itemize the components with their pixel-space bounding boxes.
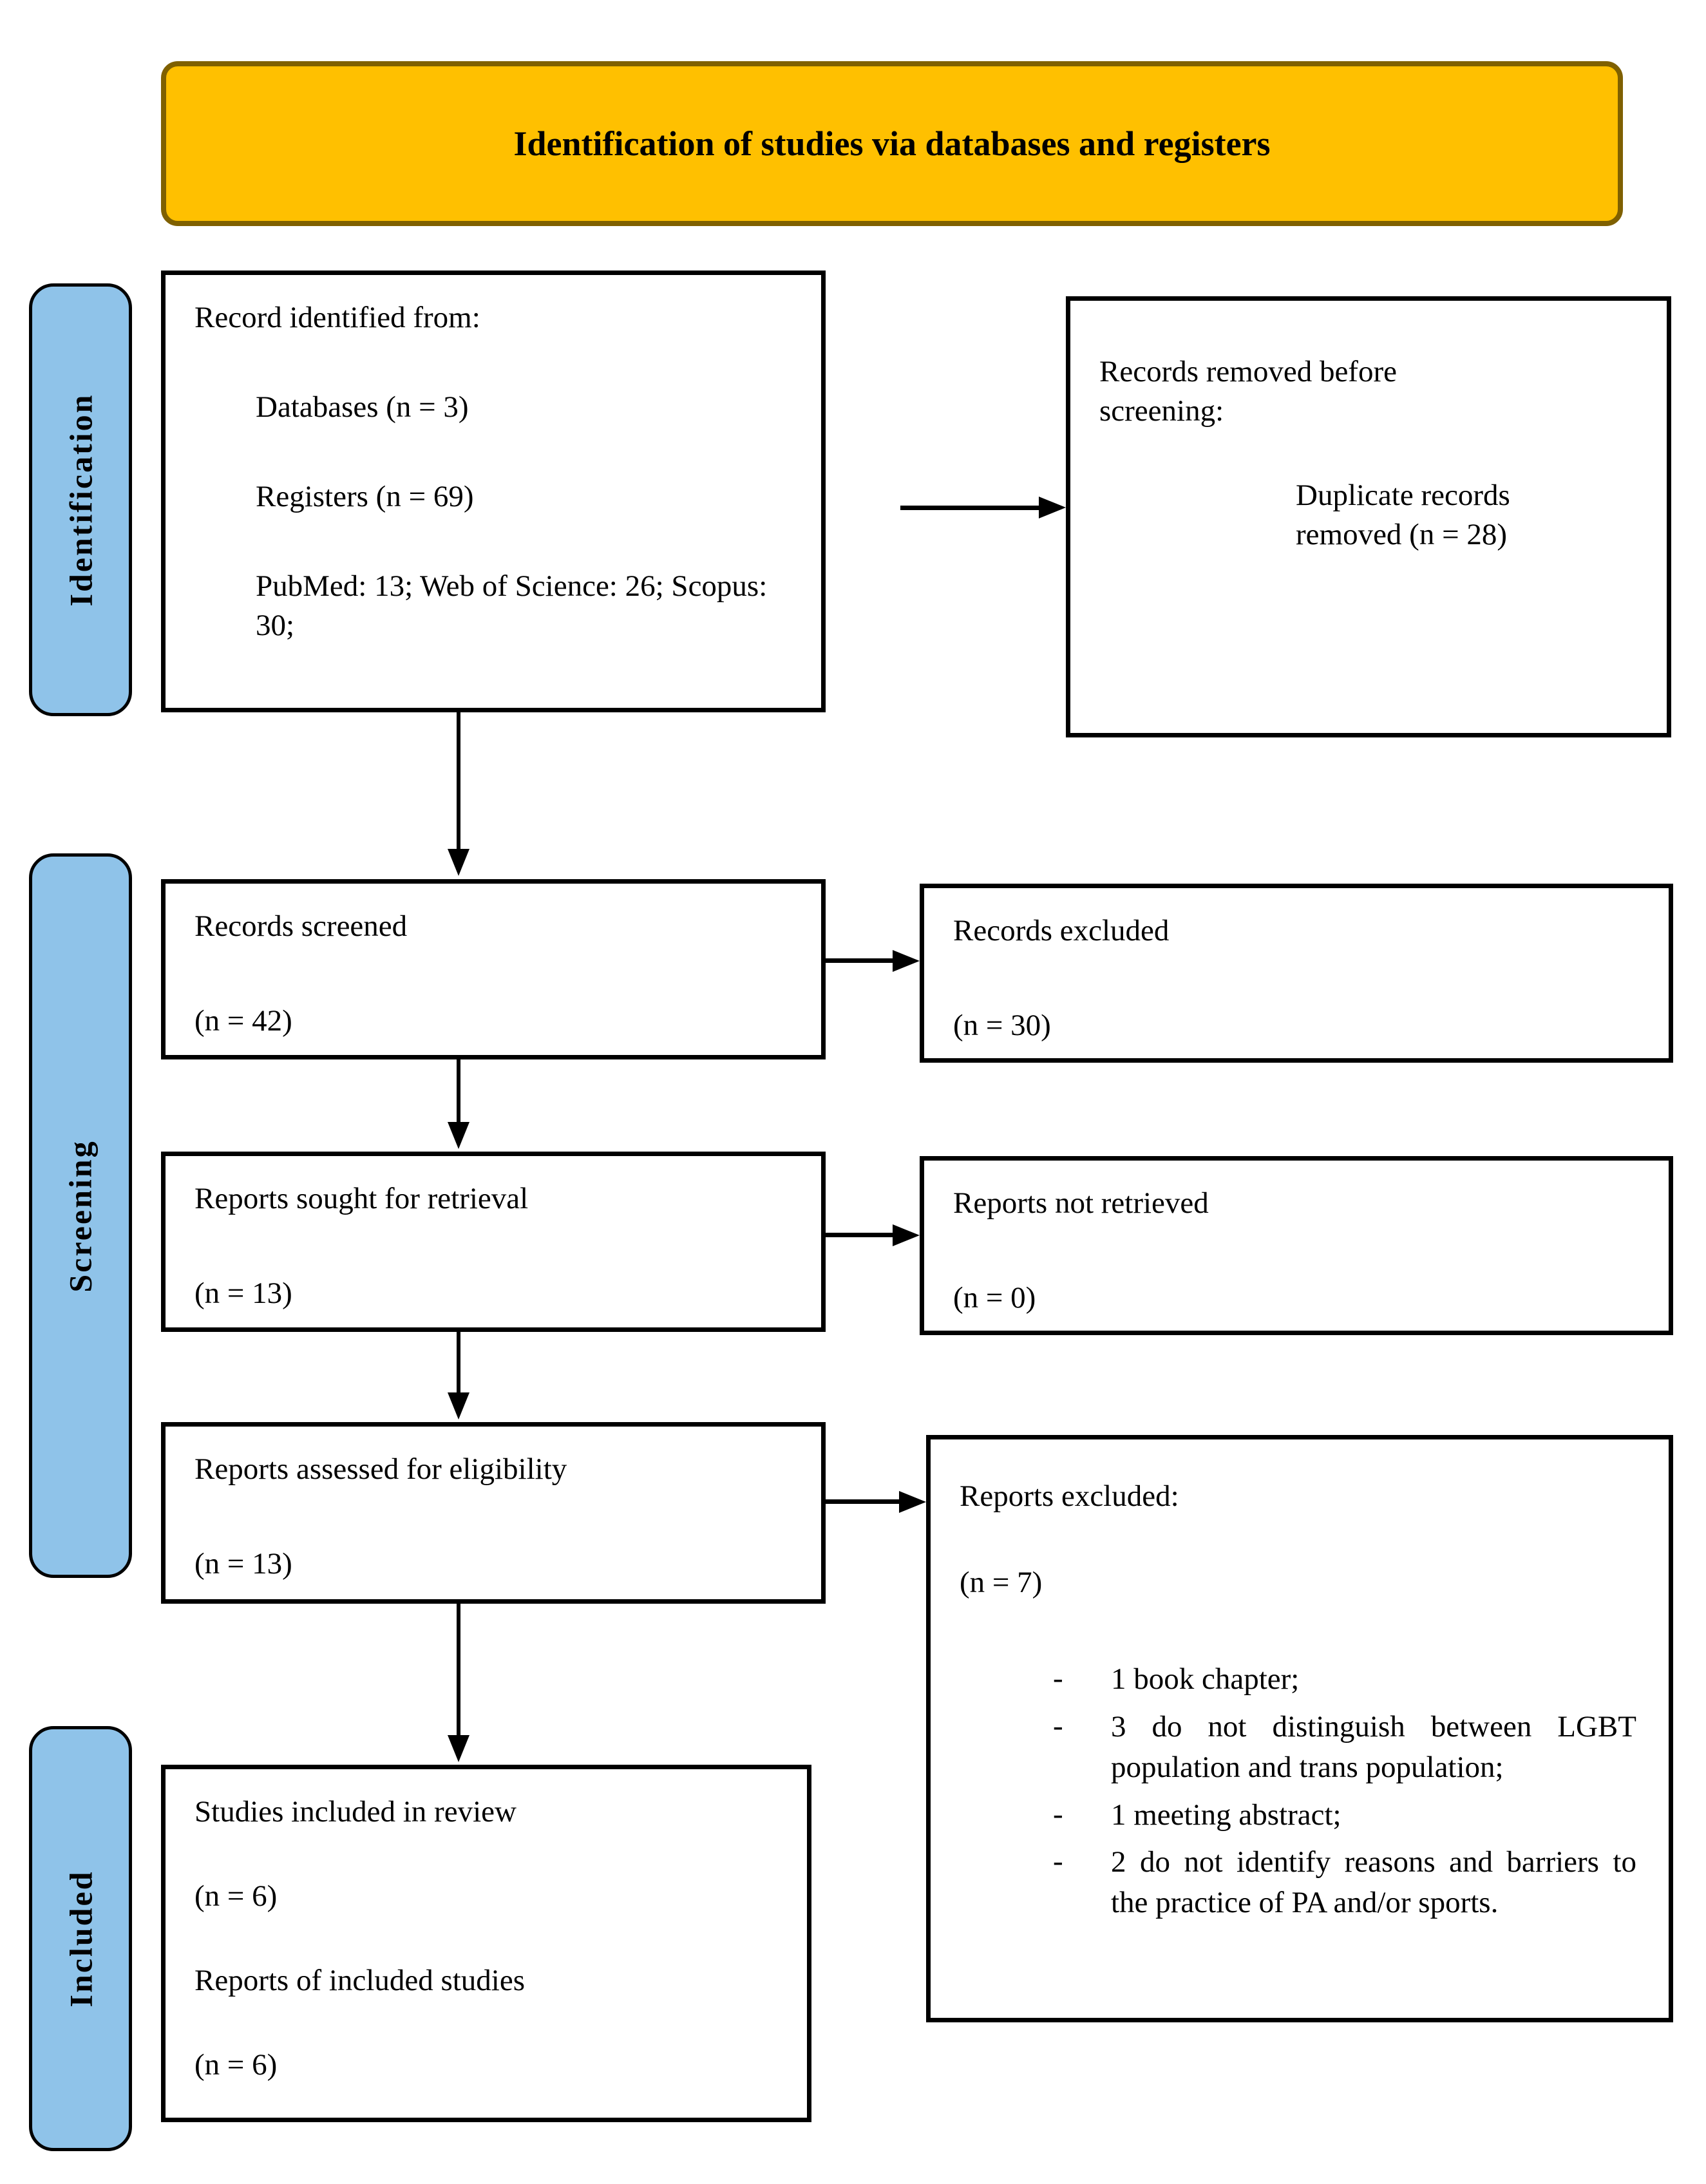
box-records-identified bbox=[161, 271, 826, 712]
studies-included-count: (n = 6) bbox=[194, 1879, 278, 1913]
records-removed-title: Records removed before screening: bbox=[1099, 355, 1397, 428]
arrow-head-icon bbox=[1039, 497, 1066, 518]
arrow-shaft bbox=[457, 712, 460, 849]
exclusion-reason-item bbox=[960, 1659, 1636, 1700]
records-identified-databases: Databases (n = 3) bbox=[256, 390, 469, 424]
stage-included bbox=[29, 1726, 132, 2151]
arrow-head-icon bbox=[448, 1122, 469, 1149]
reports-excluded-title: Reports excluded: bbox=[960, 1479, 1179, 1513]
arrow-shaft bbox=[457, 1604, 460, 1735]
arrow-head-icon bbox=[899, 1491, 926, 1513]
stage-screening-label: Screening bbox=[62, 1139, 99, 1293]
records-excluded-count: (n = 30) bbox=[953, 1009, 1051, 1043]
box-reports-not-retrieved bbox=[920, 1156, 1673, 1335]
bullet-dash: - bbox=[1053, 1709, 1063, 1743]
records-identified-sources: PubMed: 13; Web of Science: 26; Scopus: 30; bbox=[256, 569, 768, 643]
exclusion-reason-text: 2 do not identify reasons and barriers to the practice of PA and/or sports. bbox=[1111, 1845, 1636, 1920]
exclusion-reason-text: 3 do not distinguish between LGBT population and trans population; bbox=[1111, 1709, 1636, 1785]
arrow-shaft bbox=[826, 1233, 893, 1237]
reports-excluded-count: (n = 7) bbox=[960, 1566, 1043, 1600]
bullet-dash: - bbox=[1053, 1844, 1063, 1878]
arrow-shaft bbox=[457, 1059, 460, 1122]
box-reports-excluded bbox=[926, 1435, 1673, 2022]
bullet-dash: - bbox=[1053, 1797, 1063, 1831]
stage-included-label: Included bbox=[62, 1870, 99, 2008]
records-screened-title: Records screened bbox=[194, 909, 408, 943]
stage-screening bbox=[29, 853, 132, 1578]
arrow-head-icon bbox=[448, 1392, 469, 1420]
arrow-head-icon bbox=[448, 1735, 469, 1762]
box-records-excluded bbox=[920, 884, 1673, 1063]
stage-identification-label: Identification bbox=[62, 393, 99, 607]
arrow-shaft bbox=[900, 506, 1039, 510]
exclusion-reason-item bbox=[960, 1842, 1636, 1924]
arrow-shaft bbox=[457, 1332, 460, 1392]
records-identified-title: Record identified from: bbox=[194, 301, 480, 334]
arrow-head-icon bbox=[448, 849, 469, 876]
box-studies-included bbox=[161, 1765, 811, 2122]
arrow-head-icon bbox=[893, 950, 920, 972]
box-reports-sought bbox=[161, 1152, 826, 1332]
exclusion-reason-item bbox=[960, 1795, 1636, 1836]
exclusion-reason-item bbox=[960, 1707, 1636, 1789]
reports-sought-title: Reports sought for retrieval bbox=[194, 1182, 529, 1215]
reports-not-retrieved-count: (n = 0) bbox=[953, 1281, 1036, 1315]
arrow-head-icon bbox=[893, 1224, 920, 1246]
arrow-shaft bbox=[826, 1499, 899, 1504]
stage-identification bbox=[29, 283, 132, 716]
records-removed-duplicates: Duplicate records removed (n = 28) bbox=[1296, 479, 1510, 552]
records-excluded-title: Records excluded bbox=[953, 914, 1170, 947]
reports-sought-count: (n = 13) bbox=[194, 1277, 292, 1311]
box-reports-assessed bbox=[161, 1422, 826, 1604]
exclusion-reason-text: 1 book chapter; bbox=[1111, 1662, 1300, 1696]
reports-assessed-title: Reports assessed for eligibility bbox=[194, 1452, 567, 1486]
title-banner-label: Identification of studies via databases and registers bbox=[513, 124, 1271, 163]
reports-not-retrieved-title: Reports not retrieved bbox=[953, 1186, 1209, 1220]
reports-assessed-count: (n = 13) bbox=[194, 1547, 292, 1581]
records-identified-registers: Registers (n = 69) bbox=[256, 480, 474, 514]
reports-included-count: (n = 6) bbox=[194, 2048, 278, 2082]
arrow-shaft bbox=[826, 958, 893, 963]
box-records-removed bbox=[1066, 296, 1671, 737]
reports-included-title: Reports of included studies bbox=[194, 1964, 526, 1998]
bullet-dash: - bbox=[1053, 1662, 1063, 1696]
box-records-screened bbox=[161, 879, 826, 1059]
studies-included-title: Studies included in review bbox=[194, 1795, 517, 1828]
records-screened-count: (n = 42) bbox=[194, 1004, 292, 1038]
title-banner bbox=[161, 61, 1623, 226]
exclusion-reason-text: 1 meeting abstract; bbox=[1111, 1798, 1341, 1832]
